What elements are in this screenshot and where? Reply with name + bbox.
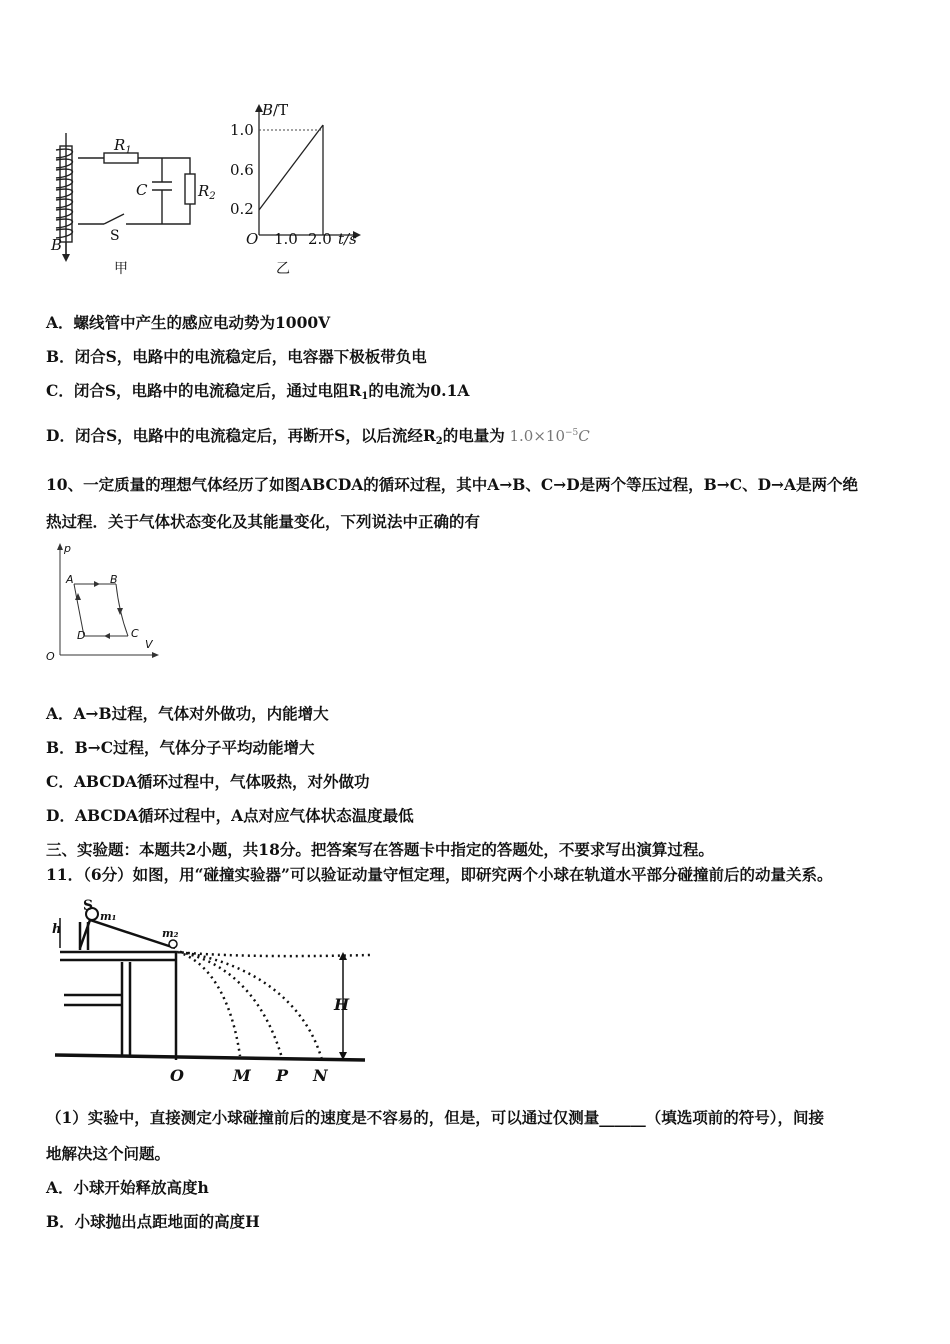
pv-label-o: O xyxy=(46,650,55,663)
apparatus-label-m1: m₁ xyxy=(100,910,117,923)
apparatus-label-h: h xyxy=(52,922,62,937)
apparatus-label-m2: m₂ xyxy=(162,927,179,940)
q9-option-c: C．闭合S，电路中的电流稳定后，通过电阻$R_1$的电流为0.1A xyxy=(46,381,470,402)
circuit-caption: 甲 xyxy=(114,261,128,277)
bt-tick-0-6: 0.6 xyxy=(230,161,254,179)
apparatus-label-p: P xyxy=(276,1066,289,1085)
q10-option-b: B．B→C过程，气体分子平均动能增大 xyxy=(46,738,315,757)
q10-stem-line-2: 热过程．关于气体状态变化及其能量变化，下列说法中正确的有 xyxy=(46,512,481,531)
circuit-label-s: S xyxy=(110,228,120,244)
q9-option-d: D．闭合S，电路中的电流稳定后，再断开S，以后流经$R_2$的电量为 $1.0\times 10^{-5}C$ xyxy=(46,426,590,447)
pv-label-c: C xyxy=(131,627,139,640)
circuit-label-r2: $R_2$ xyxy=(198,182,216,202)
bt-tick-x-1: 1.0 xyxy=(274,230,298,248)
q10-option-a: A．A→B过程，气体对外做功，内能增大 xyxy=(46,704,329,723)
bt-tick-0-2: 0.2 xyxy=(230,200,254,218)
pv-label-p: p xyxy=(64,542,71,555)
bt-data-line xyxy=(259,125,323,210)
apparatus-label-n: N xyxy=(313,1066,328,1085)
q9-charge-value: $1.0\times 10^{-5}C$ xyxy=(509,427,590,445)
bt-tick-x-2: 2.0 xyxy=(308,230,332,248)
circuit-label-r1: $R_1$ xyxy=(114,136,132,156)
circuit-label-c: C xyxy=(136,181,148,199)
circuit-label-b: B xyxy=(51,236,63,254)
q11-option-b: B．小球抛出点距地面的高度H xyxy=(46,1212,260,1231)
q10-option-d: D．ABCDA循环过程中，A点对应气体状态温度最低 xyxy=(46,806,414,825)
section-3-heading: 三、实验题：本题共2小题，共18分。把答案写在答题卡中指定的答题处，不要求写出演算过程。 xyxy=(46,840,714,859)
pv-label-b: B xyxy=(110,573,118,586)
q9-option-a: A．螺线管中产生的感应电动势为1000V xyxy=(46,313,331,332)
apparatus-label-s: S xyxy=(83,898,94,914)
circuit-diagram xyxy=(44,128,234,278)
bt-x-axis-label: t/s xyxy=(338,230,357,248)
pv-label-d: D xyxy=(77,629,86,642)
q9-option-b: B．闭合S，电路中的电流稳定后，电容器下极板带负电 xyxy=(46,347,427,366)
q11-stem: 11．（6分）如图，用“碰撞实验器”可以验证动量守恒定理，即研究两个小球在轨道水平部分碰撞前后的动量关系。 xyxy=(46,865,833,884)
q10-option-c: C．ABCDA循环过程中，气体吸热，对外做功 xyxy=(46,772,370,791)
bt-y-axis-label: B/T xyxy=(262,101,289,119)
apparatus-label-m: M xyxy=(233,1066,251,1085)
q10-stem-line-1: 10、一定质量的理想气体经历了如图ABCDA的循环过程，其中A→B、C→D是两个等压过程，B→C、D→A是两个绝 xyxy=(46,475,859,494)
pv-label-a: A xyxy=(66,573,74,586)
q11-part1-line-2: 地解决这个问题。 xyxy=(46,1144,171,1163)
apparatus-label-big-h: H xyxy=(334,995,350,1014)
q11-part1-line-1: （1）实验中，直接测定小球碰撞前后的速度是不容易的，但是，可以通过仅测量______（填选项前的符号），间接 xyxy=(46,1108,825,1127)
bt-caption: 乙 xyxy=(276,261,290,277)
pv-label-v: V xyxy=(145,638,153,651)
bt-origin: O xyxy=(246,230,259,248)
bt-tick-1-0: 1.0 xyxy=(230,121,254,139)
q11-option-a: A．小球开始释放高度h xyxy=(46,1178,209,1197)
apparatus-label-o: O xyxy=(170,1066,184,1085)
collision-apparatus xyxy=(50,900,380,1070)
